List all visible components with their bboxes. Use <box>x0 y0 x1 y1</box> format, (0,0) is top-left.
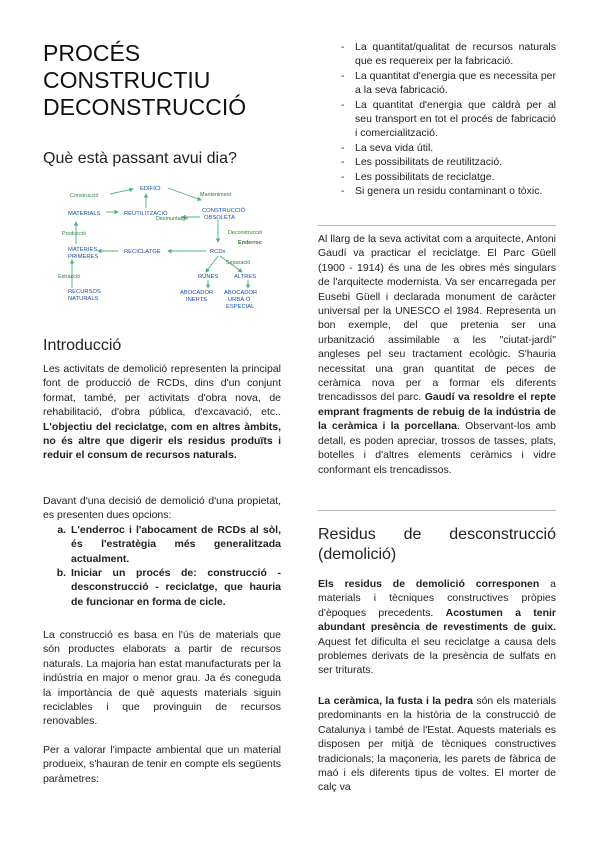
intro-p1-bold: L'objectiu del reciclatge, com en altres àmbits, no és altre que digerir els residus produïts i reduir el consum de recursos naturals. <box>43 420 281 462</box>
residus-p2-text: són els materials predominants en la història de la construcció de Catalunya i també de l'Estat. Aquests materials es disposen per mitjà de tècniques constructives tradicionals; la maçoneria, les parets de fàbrica de maó i els diferents tipus de voltes. El morter de calç va <box>318 695 556 794</box>
gaudi-text: Al llarg de la seva activitat com a arquitecte, Antoni Gaudí va practicar el reciclatge. El Parc Güell (1900 - 1914) és una de les obres més singulars de l'arquitecte modernista. Va ser encarregada per Eusebi Güell i declarada monument de caràcter universal per la UNESCO el 1984. Representa un bon exemple, del que pretenia ser una urbanització assimilable a les "ciutat-jardí" angleses pel seu tractament ecològic. S'hauria necessitat una gran quantitat de peces de ceràmica nova per a formar els diferents trencadissos del parc. <box>318 233 556 404</box>
param-item: - La quantitat d'energia que caldrà per al seu transport en tot el procés de fabricació i comercialització. <box>355 98 556 141</box>
diagram-label-reutilitzacio: REUTILITZACIÓ <box>124 211 168 217</box>
residus-heading <box>318 525 556 565</box>
diagram-label-desmuntatge: Desmuntatge <box>156 216 189 222</box>
option-item: b. Iniciar un procés de: construcció - desconstrucció - reciclatge, que hauria de funcionar en forma de cicle. <box>69 566 281 609</box>
intro-p3-text: La construcció es basa en l'ús de materials que són productes elaborats a partir de recursos naturals. La majoria han estat manufacturats per la indústria en major o menor grau. Ja és coneguda la importància de què aquests materials siguin reciclables i que provinguin de recursos renovables. <box>43 629 281 728</box>
residus-p1-text1: a materials i tècniques constructives pròpies d'èpoques precedents. <box>318 578 556 619</box>
diagram-label-extraccio: Extracció <box>58 274 81 280</box>
gaudi-bold: Gaudí va resoldre el repte emprant fragments de rebuig de la indústria de la ceràmica i la porcellana <box>318 391 557 433</box>
param-item: - La quantitat/qualitat de recursos naturals que es requereix per la fabricació. <box>355 40 556 69</box>
diagram-label-enderroc: Enderroc <box>238 240 262 246</box>
diagram-label-runes: RUNES <box>198 274 219 280</box>
gaudi-tail: . Observant-los amb detall, es poden apreciar, trossos de tasses, plats, botelles i d'altres elements ceràmics i vidre conformant els trencadissos. <box>318 420 556 476</box>
residus-p1-text2: Aquest fet dificulta el seu reciclatge a causa dels problemes derivats de la presència de sulfats en ser triturats. <box>318 635 556 677</box>
residus-p1-bold1: Els residus de demolició corresponen <box>318 578 540 590</box>
diagram-label-abocador-esp-1: ABOCADOR <box>224 290 258 296</box>
params-list-block <box>337 40 556 198</box>
residus-p1-bold2: Acostumen a tenir abundant presència de revestiments de guix. <box>318 606 556 634</box>
residus-heading-line2: (demolició) <box>318 546 397 563</box>
intro-p2-text: Davant d'una decisió de demolició d'una propietat, es presenten dues opcions: <box>43 495 281 522</box>
diagram-label-recursos-1: RECURSOS <box>68 289 101 295</box>
section-subtitle: Què està passant avui dia? <box>43 150 237 167</box>
intro-paragraph-1 <box>43 362 281 463</box>
option-item: a. L'enderroc i l'abocament de RCDs al sòl, és l'estratègia més generalitzada actualment. <box>69 523 281 566</box>
diagram-label-altres: ALTRES <box>234 274 257 280</box>
param-item: - Si genera un residu contaminant o tòxic. <box>355 184 556 198</box>
residus-heading-word: desconstrucció <box>449 526 556 543</box>
divider <box>318 510 556 511</box>
gaudi-paragraph <box>318 232 556 477</box>
intro-paragraph-4 <box>43 743 281 786</box>
residus-p2-bold: La ceràmica, la fusta i la pedra <box>318 695 473 707</box>
diagram-label-materies-1: MATÈRIES <box>68 247 98 253</box>
param-item: - Les possibilitats de reciclatge. <box>355 170 556 184</box>
diagram-label-abocador-inerts-1: ABOCADOR <box>180 290 214 296</box>
intro-p1-text: Les activitats de demolició representen la principal font de producció de RCDs, dins d'un conjunt format, també, per activitats d'obra nova, de rehabilitació, d'obra pública, d'excavació, etc.. <box>43 363 281 419</box>
intro-p4-text: Per a valorar l'impacte ambiental que un material produeix, s'hauran de tenir en compte els següents paràmetres: <box>43 744 281 785</box>
residus-heading-word: Residus <box>318 526 376 543</box>
diagram-label-construccio-obsoleta-1: CONSTRUCCIÓ <box>202 208 246 214</box>
diagram-label-edifici: EDIFICI <box>140 186 161 192</box>
param-item: - La seva vida útil. <box>355 141 556 155</box>
diagram-label-manteniment: Manteniment <box>200 192 232 198</box>
residus-heading-word: de <box>403 526 422 543</box>
diagram-label-rcds: RCDs <box>210 249 226 255</box>
diagram-label-construccio: Construcció <box>70 193 99 199</box>
page-title: PROCÉS CONSTRUCTIU DECONSTRUCCIÓ <box>43 40 247 120</box>
divider <box>318 225 556 226</box>
diagram-label-recursos-2: NATURALS <box>68 296 99 302</box>
diagram-label-deconstruccio: Deconstrucció <box>228 230 263 236</box>
param-item: - Les possibilitats de reutilització. <box>355 155 556 169</box>
diagram-label-separacio: Separació <box>226 260 251 266</box>
diagram-label-produccio: Producció <box>62 231 86 237</box>
intro-paragraph-2 <box>43 494 281 609</box>
diagram-label-abocador-esp-2: URBÀ O <box>228 297 251 303</box>
intro-paragraph-3 <box>43 628 281 729</box>
diagram-label-reciclatge: RECICLATGE <box>124 249 161 255</box>
diagram-label-abocador-esp-3: ESPECIAL <box>226 304 255 310</box>
diagram-label-construccio-obsoleta-2: OBSOLETA <box>204 215 235 221</box>
diagram-label-abocador-inerts-2: INERTS <box>186 297 208 303</box>
options-list <box>49 523 281 609</box>
intro-heading: Introducció <box>43 337 122 354</box>
residus-paragraph-2 <box>318 694 556 795</box>
param-item: - La quantitat d'energia que es necessita per a la seva fabricació. <box>355 69 556 98</box>
residus-paragraph-1 <box>318 577 556 678</box>
deconstruction-cycle-diagram <box>58 180 284 310</box>
diagram-label-materies-2: PRIMERES <box>68 254 99 260</box>
params-list <box>337 40 556 198</box>
diagram-label-materials: MATERIALS <box>68 211 101 217</box>
